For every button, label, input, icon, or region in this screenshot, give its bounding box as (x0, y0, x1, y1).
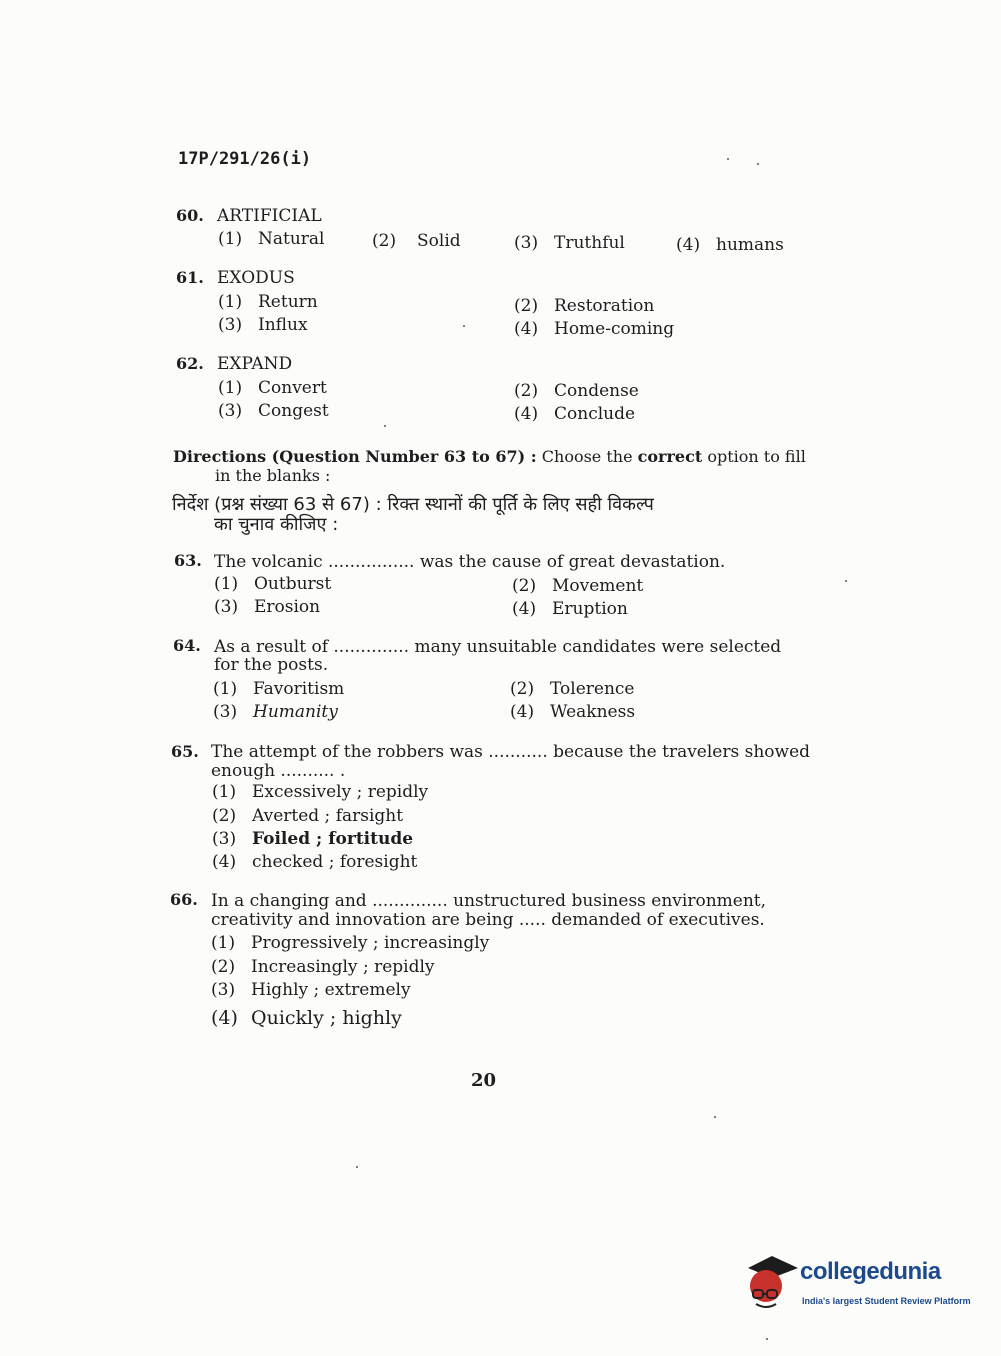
question-number: 61. (176, 268, 204, 287)
question-word: EXODUS (217, 268, 295, 288)
option-1: (1) Return (218, 292, 318, 312)
option-3: (3) Foiled ; fortitude (212, 829, 414, 849)
option-4: (4) Eruption (512, 599, 628, 619)
collegedunia-logo (742, 1248, 972, 1316)
paper-code: 17P/291/26(i) (178, 149, 312, 169)
question-number: 65. (171, 742, 199, 761)
scan-speck (356, 1166, 358, 1168)
option-3: (3) Congest (218, 401, 329, 421)
question-text: for the posts. (214, 655, 329, 675)
question-number: 62. (176, 354, 204, 373)
option-4: (4) humans (676, 235, 784, 255)
option-3: (3) Influx (218, 315, 308, 335)
option-3: (3) Truthful (514, 233, 625, 253)
question-number: 66. (170, 890, 198, 909)
option-2: (2) Increasingly ; repidly (211, 957, 435, 977)
question-text: The attempt of the robbers was ........... because the travelers showed (211, 742, 811, 762)
scan-speck (766, 1338, 768, 1340)
page-number: 20 (471, 1070, 497, 1091)
question-number: 64. (173, 636, 201, 655)
option-3: (3) Highly ; extremely (211, 980, 411, 1000)
question-text: creativity and innovation are being ..... demanded of executives. (211, 910, 765, 930)
question-text: As a result of .............. many unsuitable candidates were selected (214, 637, 782, 657)
option-2: (2) Movement (512, 576, 644, 596)
scan-speck (845, 580, 847, 582)
option-1: (1) Excessively ; repidly (212, 782, 429, 802)
option-4: (4) checked ; foresight (212, 852, 418, 872)
question-number: 63. (174, 551, 202, 570)
scan-speck (714, 1116, 716, 1118)
option-1: (1) Favoritism (213, 679, 345, 699)
directions-line-2: in the blanks : (215, 466, 331, 485)
logo-tagline: India's largest Student Review Platform (802, 1296, 971, 1306)
question-text: In a changing and .............. unstructured business environment, (211, 891, 767, 911)
scan-speck (384, 425, 386, 427)
question-number: 60. (176, 206, 204, 225)
option-4: (4) Home-coming (514, 319, 675, 339)
scan-speck (727, 158, 729, 160)
directions-line-1: Directions (Question Number 63 to 67) : Choose the correct option to fill (173, 447, 806, 466)
option-1: (1) Progressively ; increasingly (211, 933, 490, 953)
option-1: (1) Outburst (214, 574, 332, 594)
question-text: enough .......... . (211, 761, 346, 781)
question-word: ARTIFICIAL (217, 206, 322, 226)
option-2: (2) Restoration (514, 296, 655, 316)
option-3: (3) Erosion (214, 597, 321, 617)
option-1: (1) Convert (218, 378, 327, 398)
mascot-icon (742, 1250, 800, 1312)
directions-hindi-2: का चुनाव कीजिए : (214, 514, 339, 535)
option-1: (1) Natural (218, 229, 325, 249)
scan-speck (463, 325, 465, 327)
option-2: (2) Averted ; farsight (212, 806, 404, 826)
question-word: EXPAND (217, 354, 293, 374)
option-3: (3) Humanity (213, 702, 338, 722)
question-text: The volcanic ................ was the cause of great devastation. (214, 552, 726, 572)
directions-hindi-1: निर्देश (प्रश्न संख्या 63 से 67) : रिक्त स्थानों की पूर्ति के लिए सही विकल्प (172, 494, 654, 515)
option-2: (2) Solid (372, 231, 461, 251)
option-4: (4) Conclude (514, 404, 636, 424)
logo-wordmark: collegedunia (800, 1258, 941, 1285)
option-2: (2) Tolerence (510, 679, 635, 699)
option-4: (4) Quickly ; highly (211, 1007, 402, 1029)
option-4: (4) Weakness (510, 702, 636, 722)
scan-speck (757, 163, 759, 165)
option-2: (2) Condense (514, 381, 639, 401)
